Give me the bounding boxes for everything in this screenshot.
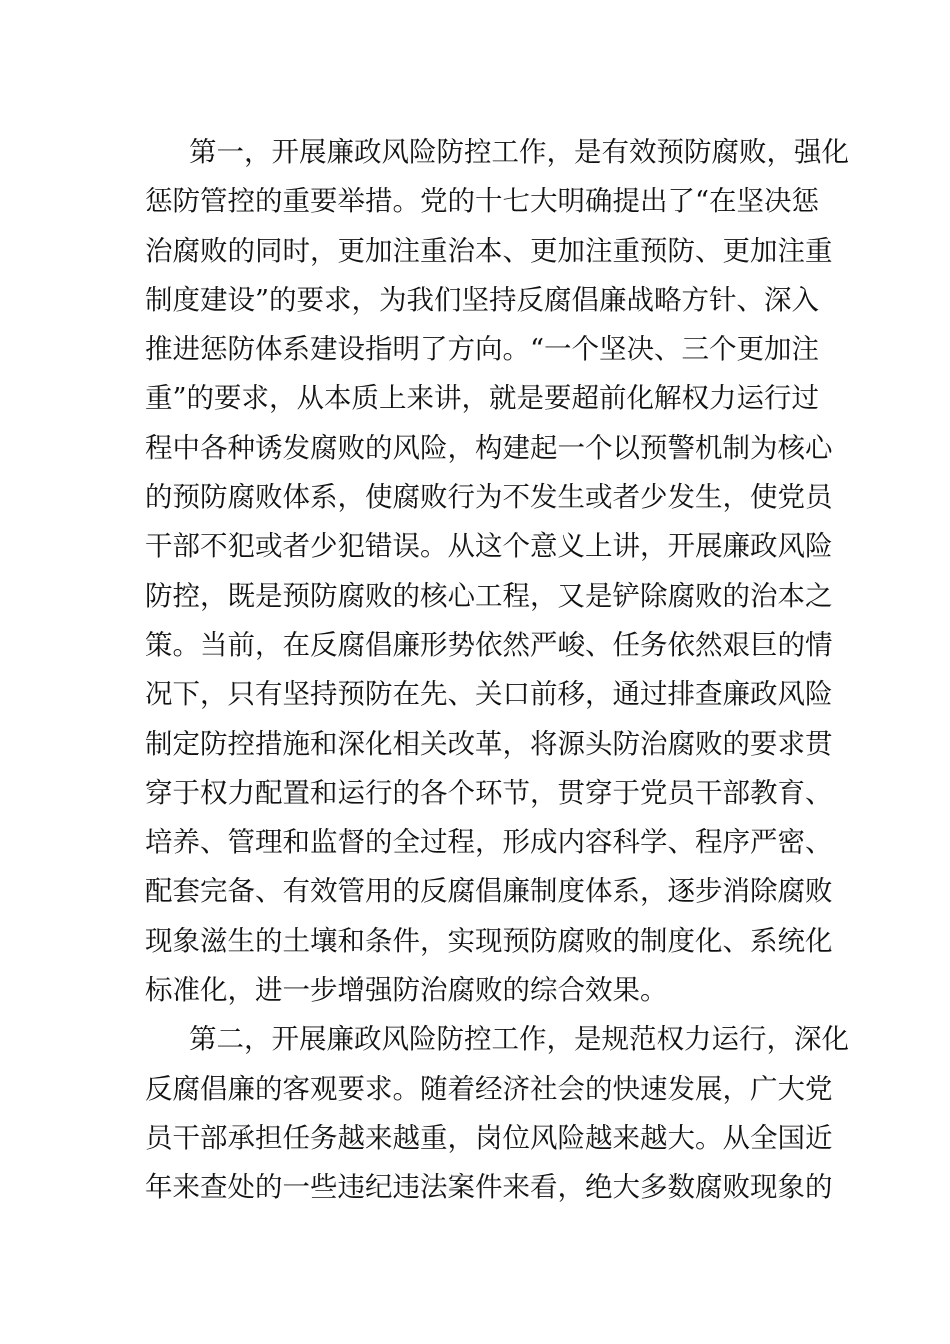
text-line: 第二，开展廉政风险防控工作，是规范权力运行，深化 [189, 1023, 849, 1056]
text-line: 防控，既是预防腐败的核心工程，又是铲除腐败的治本之 [145, 579, 833, 612]
text-line: 况下，只有坚持预防在先、关口前移，通过排查廉政风险 [145, 678, 833, 711]
text-line: 现象滋生的土壤和条件，实现预防腐败的制度化、系统化 [145, 924, 833, 957]
paragraph-1 [145, 128, 849, 1015]
text-line: 治腐败的同时，更加注重治本、更加注重预防、更加注重 [145, 234, 833, 267]
text-line: 标准化，进一步增强防治腐败的综合效果。 [145, 974, 668, 1007]
text-line: 配套完备、有效管用的反腐倡廉制度体系，逐步消除腐败 [145, 875, 833, 908]
paragraph-2 [145, 1015, 849, 1212]
text-line: 制定防控措施和深化相关改革，将源头防治腐败的要求贯 [145, 727, 833, 760]
text-line: 策。当前，在反腐倡廉形势依然严峻、任务依然艰巨的情 [145, 628, 833, 661]
text-line: 惩防管控的重要举措。党的十七大明确提出了“在坚决惩 [145, 185, 820, 218]
text-line: 反腐倡廉的客观要求。随着经济社会的快速发展，广大党 [145, 1072, 833, 1105]
body-text [145, 128, 849, 1213]
text-line: 培养、管理和监督的全过程，形成内容科学、程序严密、 [145, 826, 833, 859]
text-line: 重”的要求，从本质上来讲，就是要超前化解权力运行过 [145, 382, 820, 415]
text-line: 穿于权力配置和运行的各个环节，贯穿于党员干部教育、 [145, 776, 833, 809]
text-line: 推进惩防体系建设指明了方向。“一个坚决、三个更加注 [145, 333, 820, 366]
text-line: 员干部承担任务越来越重，岗位风险越来越大。从全国近 [145, 1121, 833, 1154]
text-line: 制度建设”的要求，为我们坚持反腐倡廉战略方针、深入 [145, 283, 820, 316]
text-line: 的预防腐败体系，使腐败行为不发生或者少发生，使党员 [145, 481, 833, 514]
text-line: 年来查处的一些违纪违法案件来看，绝大多数腐败现象的 [145, 1171, 833, 1204]
text-line: 第一，开展廉政风险防控工作，是有效预防腐败，强化 [189, 136, 849, 168]
text-line: 程中各种诱发腐败的风险，构建起一个以预警机制为核心 [145, 431, 833, 464]
text-line: 干部不犯或者少犯错误。从这个意义上讲，开展廉政风险 [145, 530, 833, 563]
